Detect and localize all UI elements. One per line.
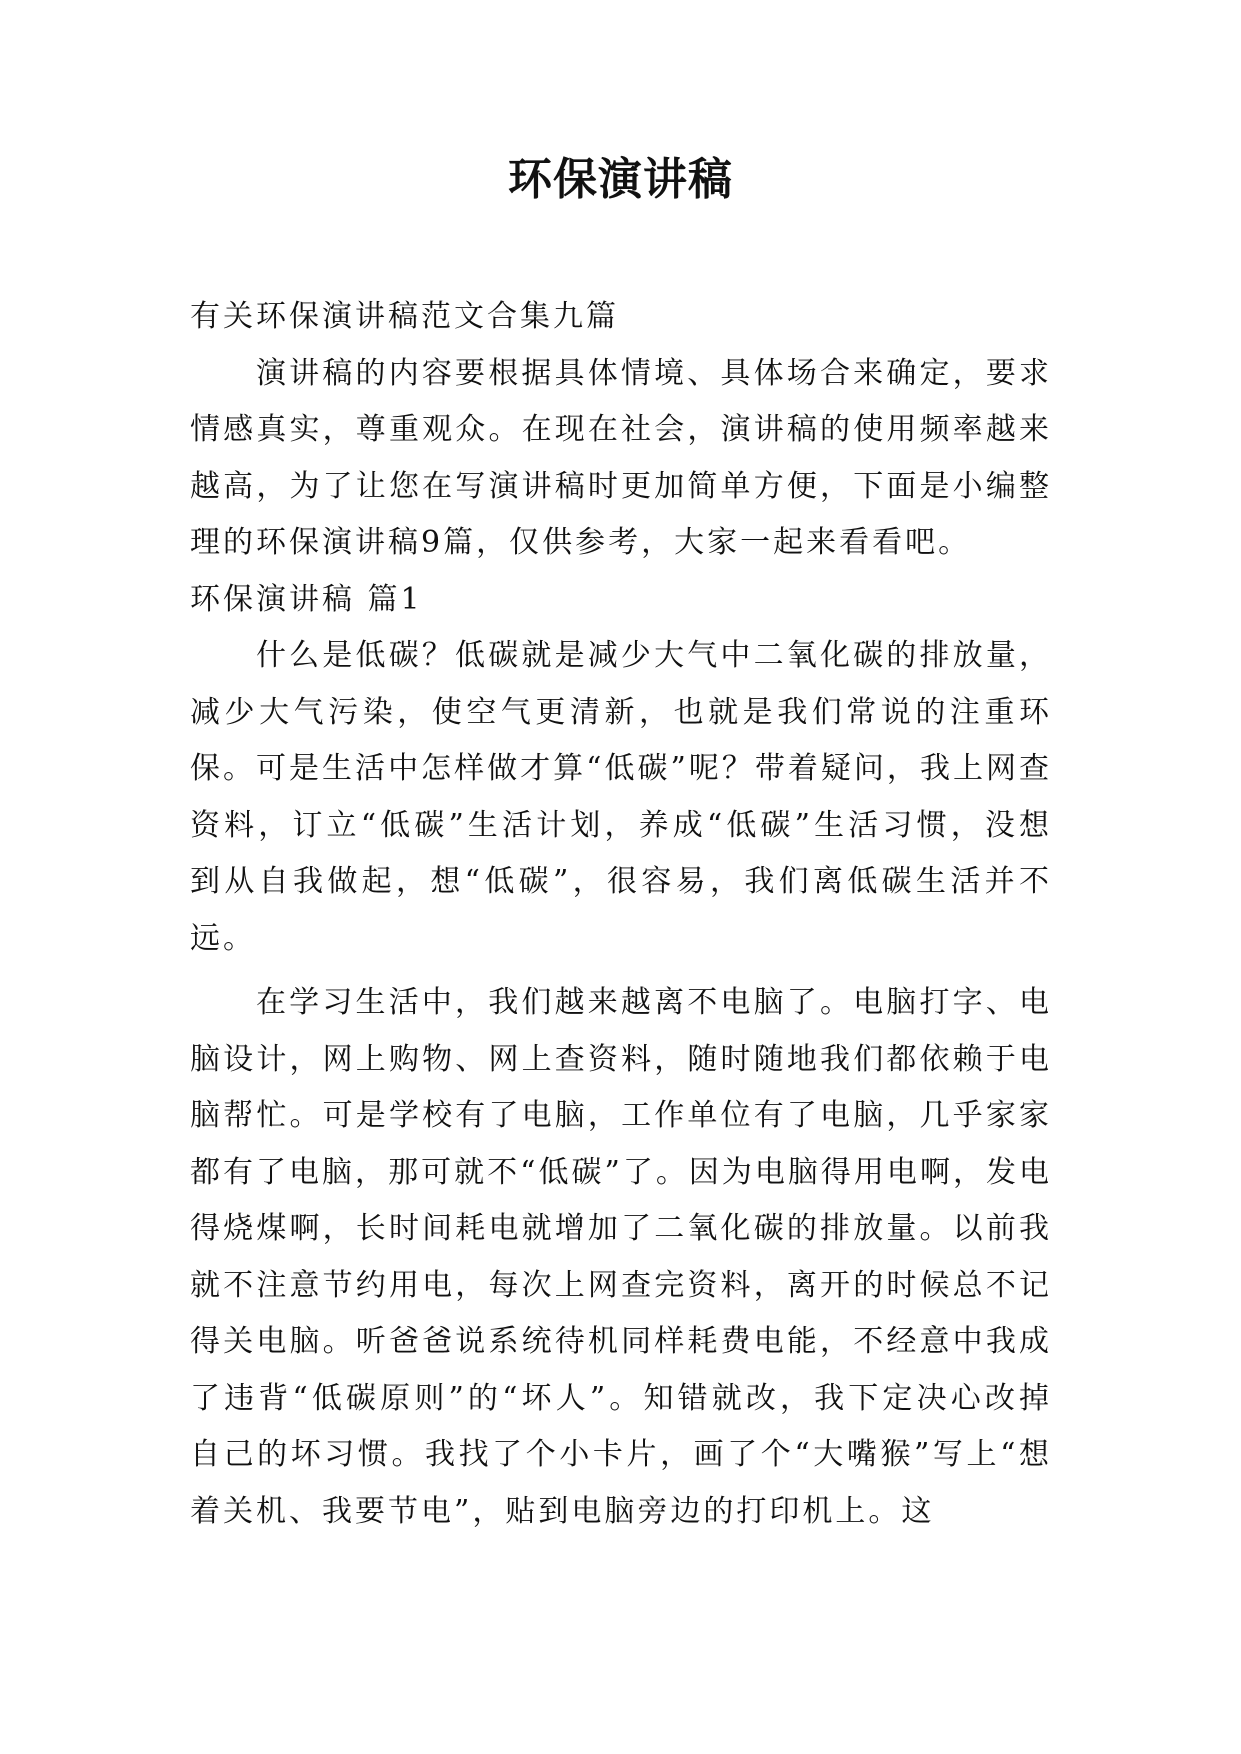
document-body [190, 289, 1052, 1540]
section-heading: 环保演讲稿 篇1 [190, 581, 423, 617]
intro-paragraph: 演讲稿的内容要根据具体情境、具体场合来确定，要求情感真实，尊重观众。在现在社会，演讲稿的使用频率越来越高，为了让您在写演讲稿时更加简单方便，下面是小编整理的环保演讲稿9篇，仅供参考，大家一起来看看吧。 [190, 355, 1052, 560]
body-paragraph: 什么是低碳？低碳就是减少大气中二氧化碳的排放量，减少大气污染，使空气更清新，也就是我们常说的注重环保。可是生活中怎样做才算“低碳”呢？带着疑问，我上网查资料，订立“低碳”生活计划，养成“低碳”生活习惯，没想到从自我做起，想“低碳”，很容易，我们离低碳生活并不远。 [190, 638, 1052, 956]
document-subtitle: 有关环保演讲稿范文合集九篇 [190, 299, 619, 334]
document-title: 环保演讲稿 [508, 154, 733, 205]
body-paragraph: 在学习生活中，我们越来越离不电脑了。电脑打字、电脑设计，网上购物、网上查资料，随时随地我们都依赖于电脑帮忙。可是学校有了电脑，工作单位有了电脑，几乎家家都有了电脑，那可就不“低碳”了。因为电脑得用电啊，发电得烧煤啊，长时间耗电就增加了二氧化碳的排放量。以前我就不注意节约用电，每次上网查完资料，离开的时候总不记得关电脑。听爸爸说系统待机同样耗费电能，不经意中我成了违背“低碳原则”的“坏人”。知错就改，我下定决心改掉自己的坏习惯。我找了个小卡片，画了个“大嘴猴”写上“想着关机、我要节电”，贴到电脑旁边的打印机上。这 [190, 985, 1052, 1529]
